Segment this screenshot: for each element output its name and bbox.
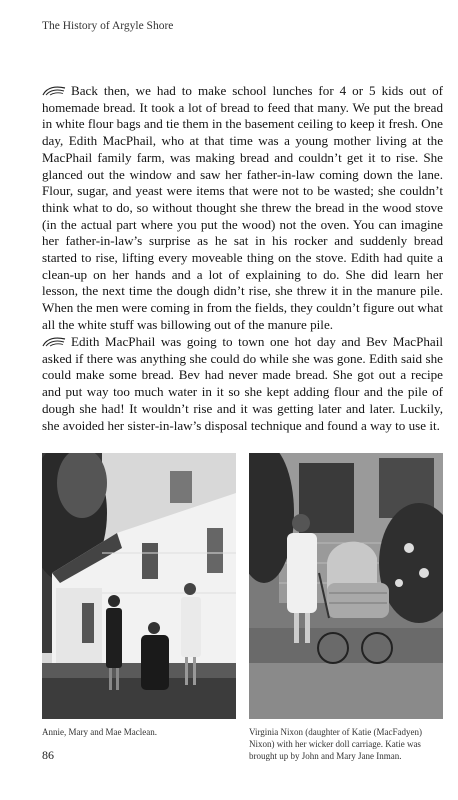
paragraph-ornament-icon (42, 85, 66, 96)
body-paragraph (42, 334, 443, 434)
photo-caption: Annie, Mary and Mae Maclean. (42, 727, 157, 737)
paragraph-text: Back then, we had to make school lunches for 4 or 5 kids out of homemade bread. It took a lot of bread to feed that many. We put the bread in white flour bags and tie them in the basement ceiling to keep it fresh. One day, Edith MacPhail, who at that time was a young mother living at the MacPhail family farm, was making bread and couldn’t get it to rise. She glanced out the window and saw her father-in-law coming down the lane. Flour, sugar, and yeast were items that were not to be wasted; she couldn’t think what to do, so without thought she threw the bread in the wood stove (in the actual part where you put the wood) not the oven. You can imagine her father-in-law’s surprise as he sat in his rocker and suddenly bread started to rise, lifting every moveable thing on the stove. Edith had quite a clean-up on her hands and a lot of explaining to do. She did learn her lesson, the next time the dough didn’t rise, she threw it in the manure pile. When the men were coming in from the fields, they couldn’t figure out what all the white stuff was billowing out of the manure pile. (42, 83, 443, 332)
running-head: The History of Argyle Shore (42, 20, 174, 32)
paragraph-ornament-icon (42, 336, 66, 347)
photo-virginia-nixon (249, 453, 443, 719)
photo-maclean-women (42, 453, 236, 719)
photo-caption: Virginia Nixon (daughter of Katie (MacFadyen) Nixon) with her wicker doll carriage. Katie was brought up by John and Mary Jane Inman. (249, 727, 422, 762)
body-paragraph (42, 83, 443, 334)
paragraph-text: Edith MacPhail was going to town one hot day and Bev MacPhail asked if there was anything she could do while she was gone. Edith said she could make some bread. Bev had never made bread. She got out a recipe and put way too much water in it so she kept adding flour and the pile of dough she had! It wouldn’t rise and it was getting later and later. Luckily, she avoided her sister-in-law’s disposal technique and found a way to use it. (42, 334, 443, 433)
page-number: 86 (42, 748, 54, 762)
